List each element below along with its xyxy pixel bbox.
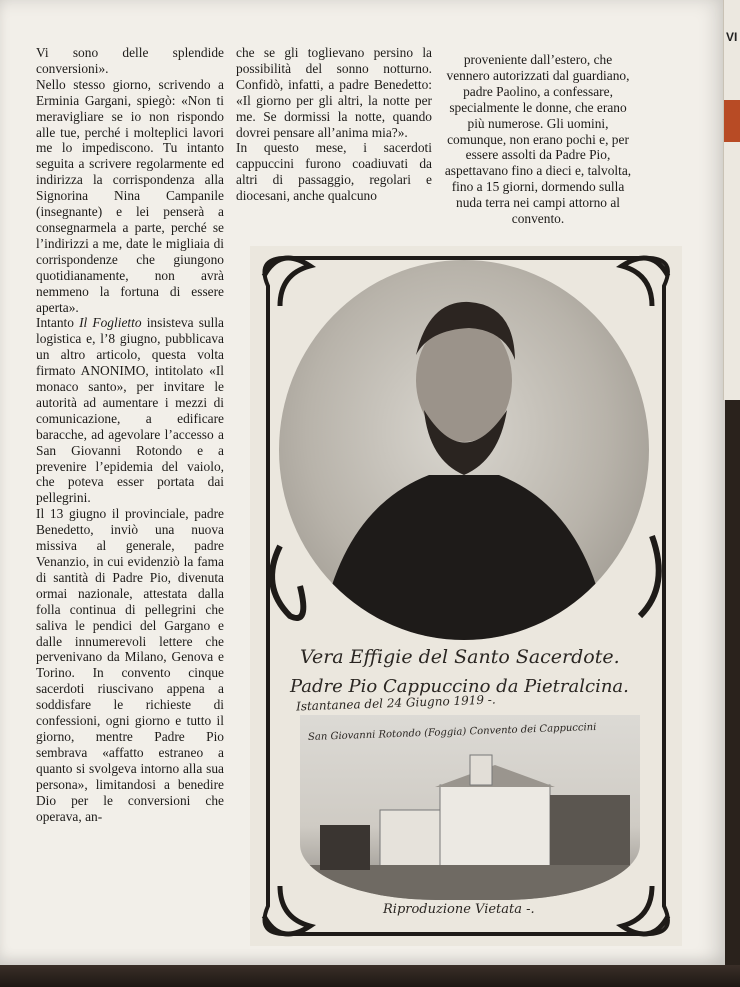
postcard-footer: Riproduzione Vietata -. xyxy=(383,902,535,917)
paragraph xyxy=(36,315,224,506)
text-run: insisteva sulla logistica e, l’8 giugno, pubblicava un altro articolo, questa volta firmato ANONIMO, intitolato «Il monaco santo», per invitare le autorità ad aumentare i mezzi di comunicazione, a edificare baracche, ad agevolare l’accesso a San Giovanni Rotondo e a prevenire l’epidemia del vaiolo, che poteva esser portata dai pellegrini. xyxy=(36,315,224,506)
postcard-caption-place: San Giovanni Rotondo (Foggia) Convento dei Cappuccini xyxy=(307,721,597,744)
paragraph: In questo mese, i sacerdoti cappuccini furono coadiuvati da altri di passaggio, regolari e diocesani, anche qualcuno xyxy=(236,140,432,204)
postcard-caption-date: Istantanea del 24 Giugno 1919 -. xyxy=(295,692,496,714)
text-column-2 xyxy=(236,45,432,204)
convent-photo xyxy=(300,715,640,900)
paragraph: Vi sono delle splendide conversioni». xyxy=(36,45,224,76)
adjacent-page-red-block xyxy=(724,100,740,142)
text-run: Intanto xyxy=(36,315,80,331)
portrait-figure xyxy=(279,260,649,640)
text-column-3 xyxy=(444,52,632,227)
postcard-caption-title: Vera Effigie del Santo Sacerdote. xyxy=(300,646,620,668)
adjacent-page-edge xyxy=(723,0,740,400)
paragraph: Nello stesso giorno, scrivendo a Erminia Gargani, spiegò: «Non ti meravigliare se io non rispondo alle tue, perché i molteplici lavori me lo impediscono. Tu intanto seguita a scrivere regolarmente ed indirizza la corrispondenza alla Signorina Nina Campanile (insegnante) e lei penserà a consegnarmela a parte, perché se l’indirizzi a me, date le migliaia di corrispondenze che giungono quotidianamente, non avrà nemmeno la fortuna di essere aperta». xyxy=(36,76,224,315)
convent-building xyxy=(300,715,640,900)
adjacent-page-text: VI xyxy=(726,30,738,44)
postcard-caption-name: Padre Pio Cappuccino da Pietralcina. xyxy=(290,676,629,697)
publication-title: Il Foglietto xyxy=(79,315,142,331)
paragraph: che se gli toglievano persino la possibilità del sonno notturno. Confidò, infatti, a padre Benedetto: «Il giorno per gli altri, la notte per me. Se dormissi la notte, quando dovrei pensare all’anima mia?». xyxy=(236,45,432,140)
text-column-1 xyxy=(36,45,224,824)
paragraph: proveniente dall’estero, che vennero autorizzati dal guardiano, padre Paolino, a confessare, specialmente le donne, che erano più numerose. Gli uomini, comunque, non erano pochi e, per essere assolti da Padre Pio, aspettavano fino a dieci e, talvolta, fino a 15 giorni, dormendo sulla nuda terra nei campi attorno al convento. xyxy=(444,52,632,227)
portrait-photo xyxy=(279,260,649,640)
paragraph: Il 13 giugno il provinciale, padre Benedetto, inviò una nuova missiva al generale, padre Venanzio, in cui evidenziò la fama di santità di Padre Pio, divenuta ormai nazionale, attestata dalla folla continua di pellegrini che saliva le pendici del Gargano e dalle innumerevoli lettere che pervenivano da Milano, Genova e Torino. In convento cinque sacerdoti riuscivano appena a soddisfare le richieste di confessioni, ogni giorno e tutto il giorno, mentre Padre Pio sembrava «affatto estraneo a quanto si svolgeva intorno alla sua persona», limitandosi a benedire Dio per le conversioni che operava, an- xyxy=(36,506,224,824)
background-table xyxy=(0,965,740,987)
